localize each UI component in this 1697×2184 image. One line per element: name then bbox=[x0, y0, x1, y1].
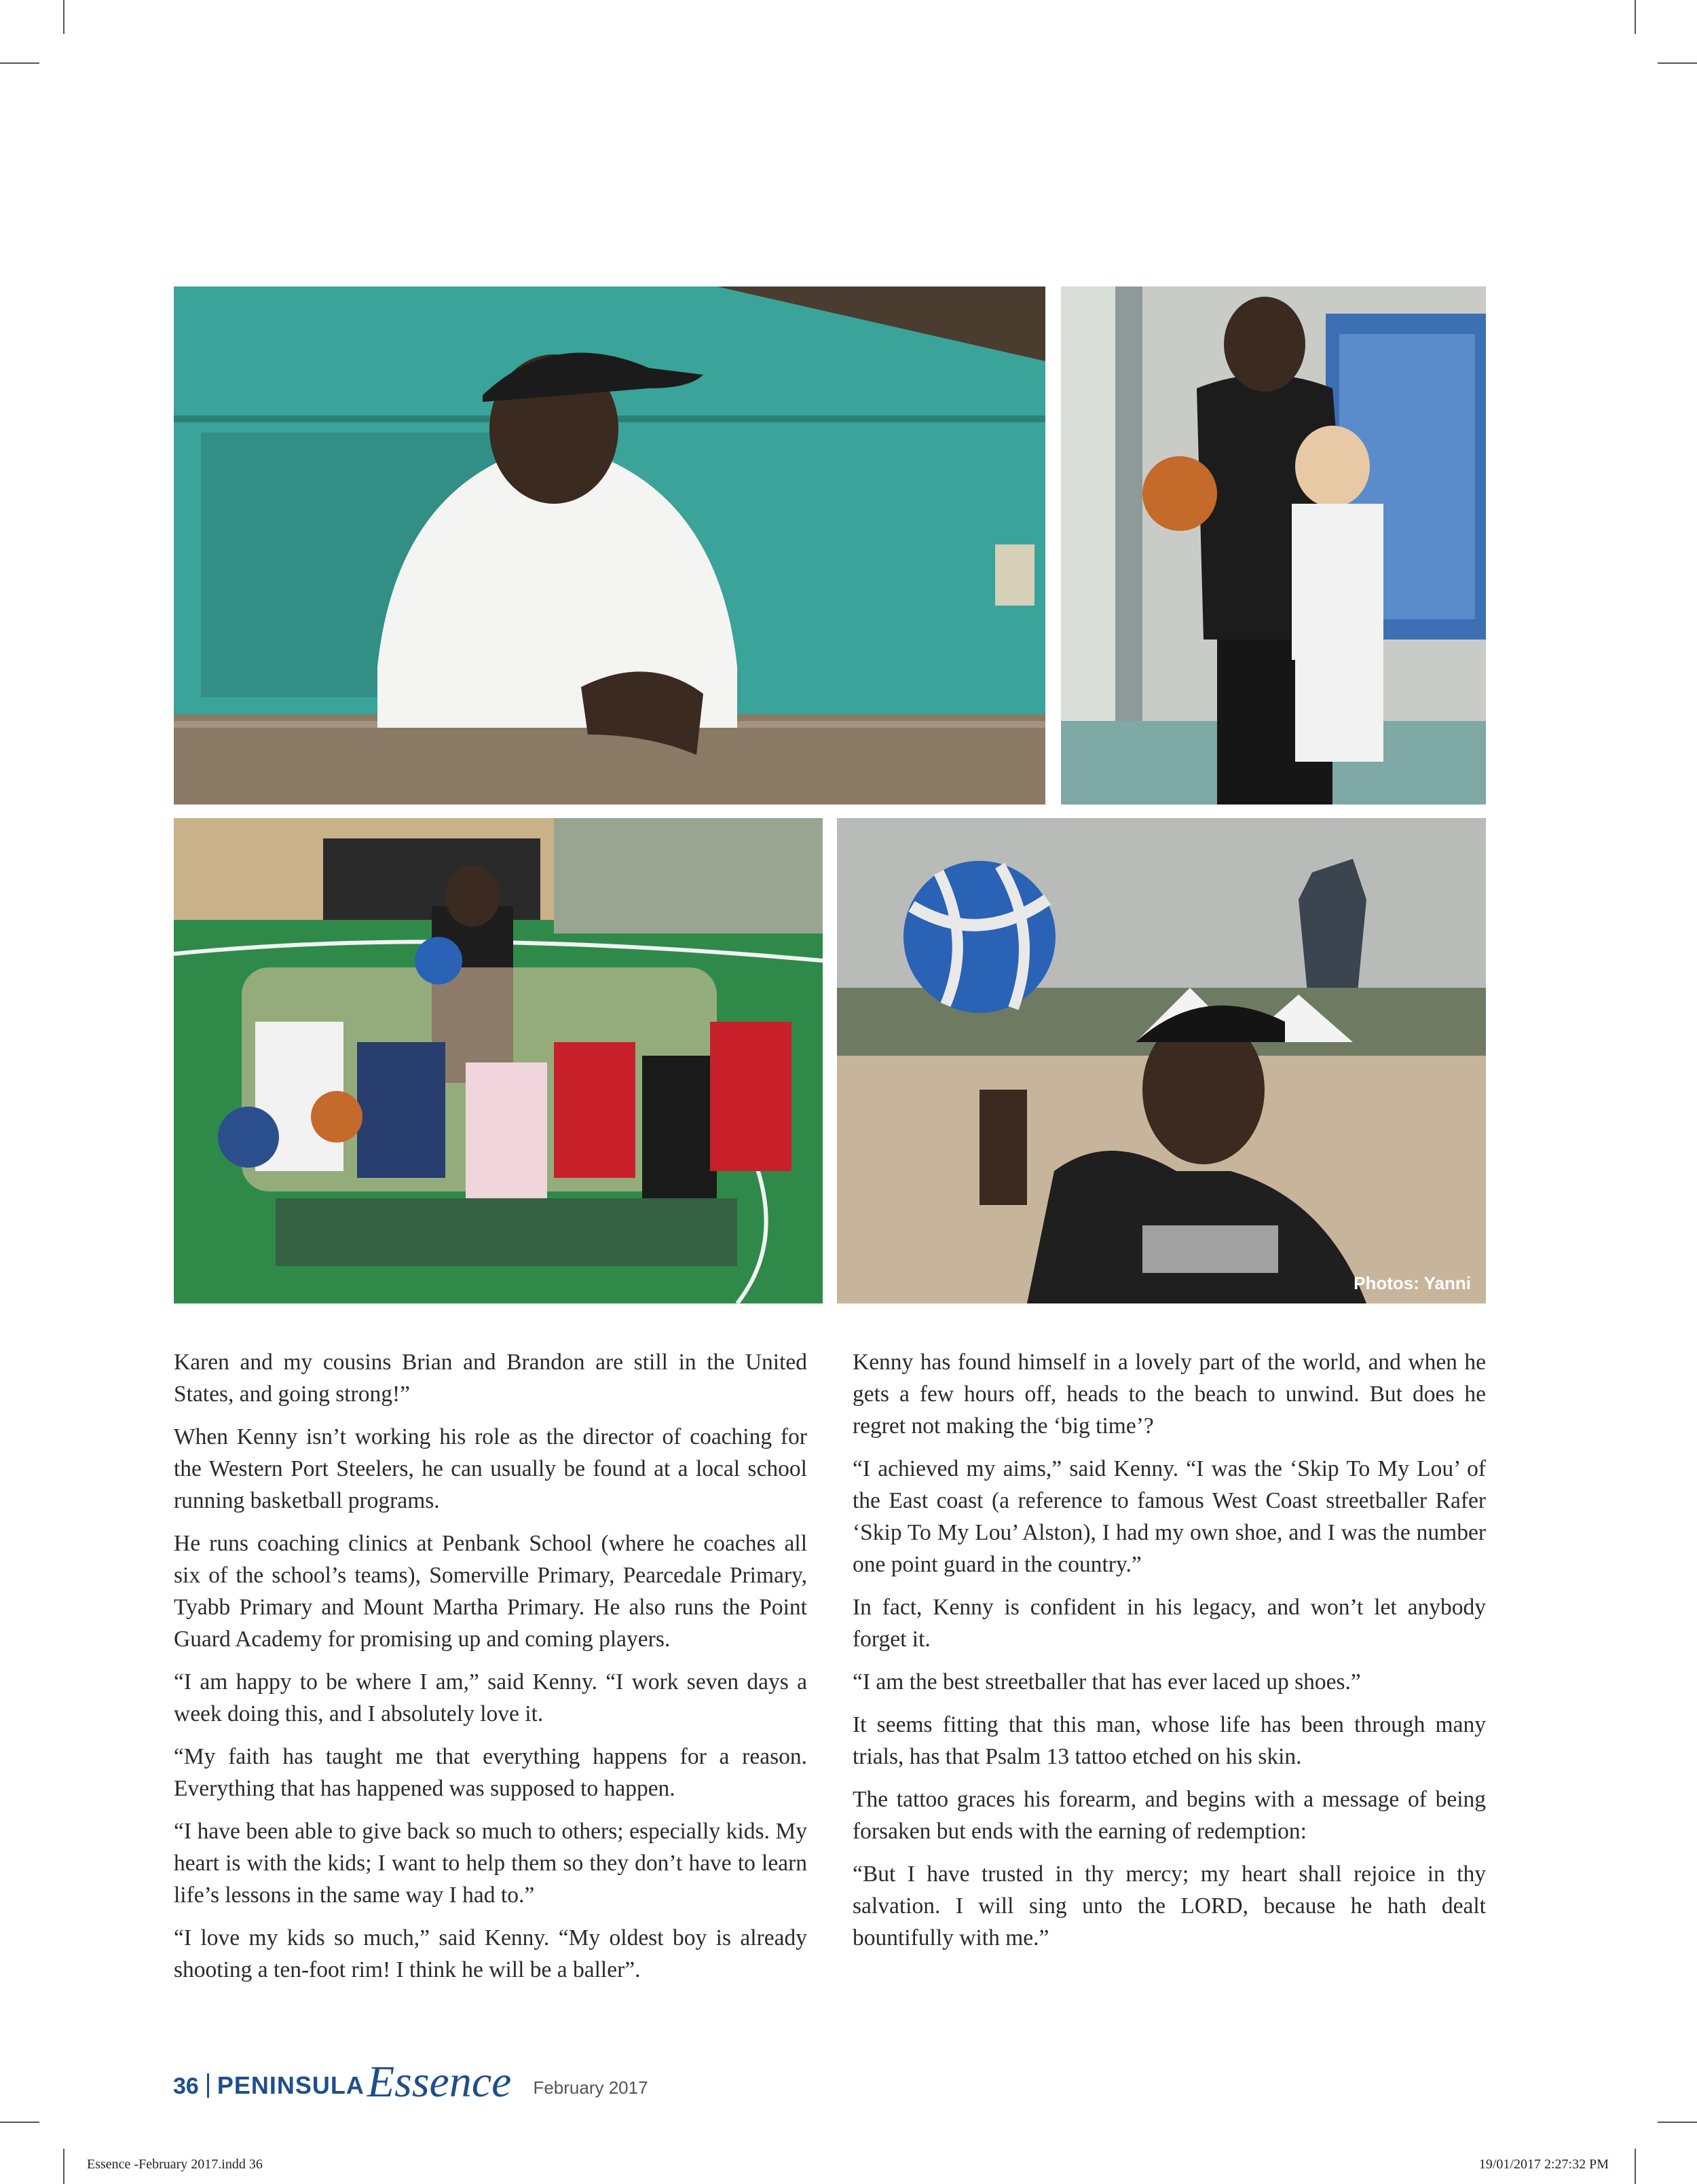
article-column-right bbox=[853, 1346, 1486, 1965]
article-column-left bbox=[174, 1346, 807, 1997]
crop-mark bbox=[1658, 2122, 1697, 2123]
paragraph: “I am happy to be where I am,” said Kenny. “I work seven days a week doing this, and I absolutely love it. bbox=[174, 1669, 807, 1726]
page-footer bbox=[173, 2057, 648, 2105]
paragraph: “But I have trusted in thy mercy; my heart shall rejoice in thy salvation. I will sing unto the LORD, because he hath dealt bountifully with me.” bbox=[853, 1862, 1486, 1950]
paragraph: He runs coaching clinics at Penbank School (where he coaches all six of the school’s teams), Somerville Primary, Pearcedale Primary, Tyabb Primary and Mount Martha Primary. He also runs the Point Guard Academy for promising up and coming players. bbox=[174, 1531, 807, 1652]
photo-coach-with-child bbox=[1061, 286, 1486, 804]
magazine-name: PENINSULA bbox=[217, 2071, 365, 2099]
paragraph: “I achieved my aims,” said Kenny. “I was the ‘Skip To My Lou’ of the East coast (a reference to famous West Coast streetballer Rafer ‘Skip To My Lou’ Alston), I had my own shoe, and I was the number one point guard in the country.” bbox=[853, 1456, 1486, 1577]
crop-mark bbox=[1658, 62, 1697, 64]
crop-mark bbox=[0, 2122, 39, 2123]
crop-mark bbox=[1635, 0, 1636, 34]
paragraph: “I have been able to give back so much to others; especially kids. My heart is with the kids; I want to help them so they don’t have to learn life’s lessons in the same way I had to.” bbox=[174, 1819, 807, 1908]
page-number: 36 bbox=[173, 2073, 199, 2099]
paragraph: Karen and my cousins Brian and Brandon are still in the United States, and going strong!” bbox=[174, 1350, 807, 1407]
paragraph: When Kenny isn’t working his role as the director of coaching for the Western Port Steelers, he can usually be found at a local school running basketball programs. bbox=[174, 1424, 807, 1513]
crop-mark bbox=[63, 0, 64, 34]
crop-mark bbox=[1635, 2149, 1636, 2184]
photo-credit: Photos: Yanni bbox=[1354, 1273, 1471, 1293]
paragraph: In fact, Kenny is confident in his legacy, and won’t let anybody forget it. bbox=[853, 1595, 1486, 1652]
paragraph: “I am the best streetballer that has ever laced up shoes.” bbox=[853, 1669, 1361, 1695]
photo-man-leaning-on-railing bbox=[174, 286, 1045, 804]
magazine-script-name: Essence bbox=[367, 2057, 512, 2107]
paragraph: “My faith has taught me that everything happens for a reason. Everything that has happened was supposed to happen. bbox=[174, 1744, 807, 1801]
paragraph: It seems fitting that this man, whose life has been through many trials, has that Psalm 13 tattoo etched on his skin. bbox=[853, 1712, 1486, 1769]
print-slug-timestamp: 19/01/2017 2:27:32 PM bbox=[1478, 2157, 1609, 2172]
crop-mark bbox=[0, 62, 39, 64]
photo-group-of-kids bbox=[174, 818, 823, 1303]
divider bbox=[207, 2073, 209, 2098]
paragraph: The tattoo graces his forearm, and begins with a message of being forsaken but ends with the earning of redemption: bbox=[853, 1787, 1486, 1844]
paragraph: Kenny has found himself in a lovely part of the world, and when he gets a few hours off, heads to the beach to unwind. But does he regret not making the ‘big time’? bbox=[853, 1350, 1486, 1439]
photo-spinning-basketball bbox=[837, 818, 1486, 1303]
paragraph: “I love my kids so much,” said Kenny. “My oldest boy is already shooting a ten-foot rim! I think he will be a baller”. bbox=[174, 1925, 807, 1982]
issue-date: February 2017 bbox=[533, 2077, 648, 2098]
print-slug-file: Essence -February 2017.indd 36 bbox=[87, 2157, 263, 2172]
crop-mark bbox=[63, 2149, 64, 2184]
